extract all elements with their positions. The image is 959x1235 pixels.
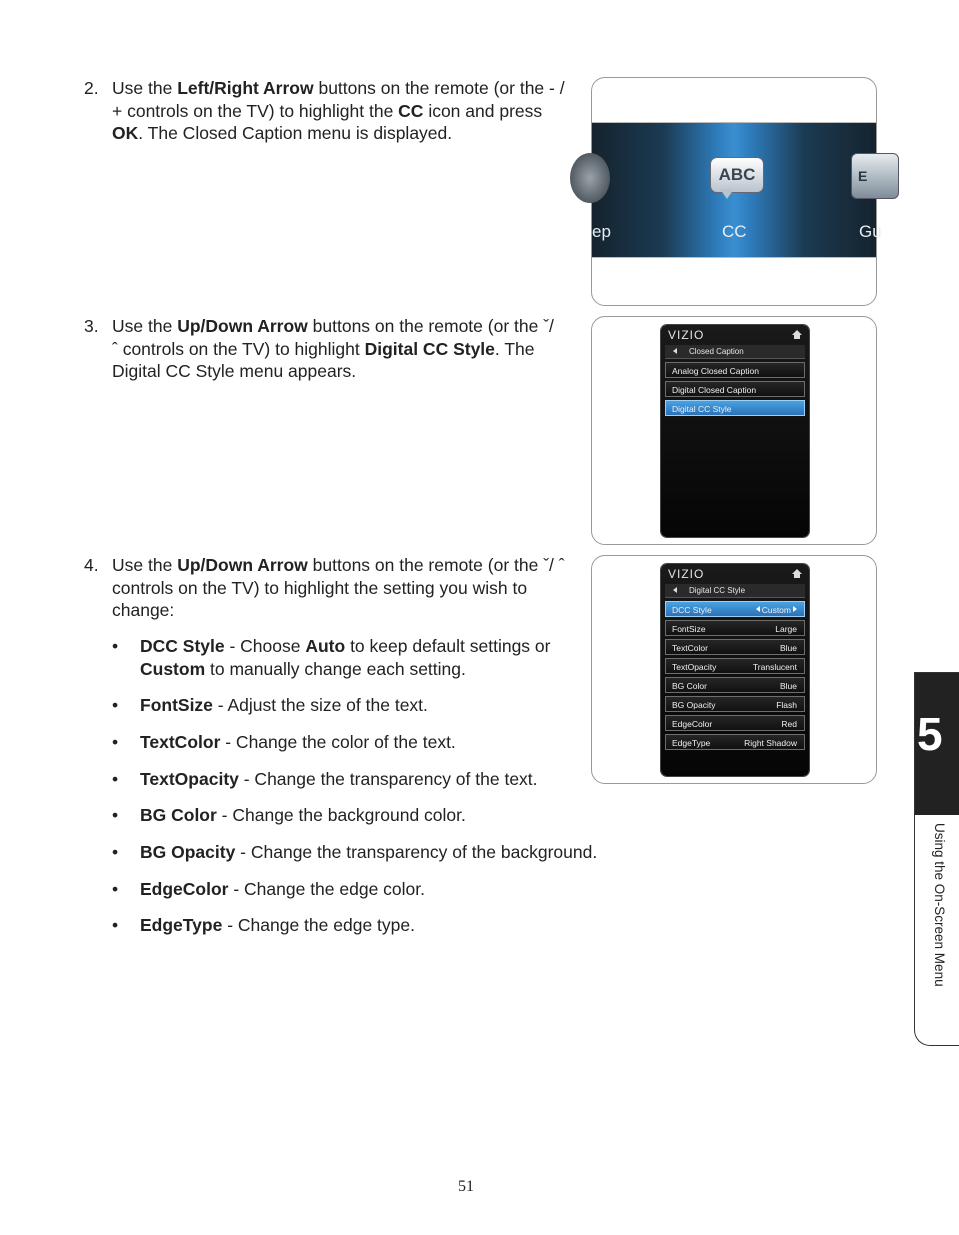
page-number: 51 [458,1178,474,1195]
list-item [112,914,652,937]
icon-strip [592,122,882,258]
row-value: Translucent [752,662,797,672]
menu-item-digital-cc [665,381,805,397]
row-label: BG Color [672,681,707,691]
text: Use the [112,555,178,575]
row-value: Blue [779,681,797,691]
text: - Change the transparency of the background. [235,841,598,862]
bullet: • [112,878,119,899]
step-number: 4. [84,555,99,575]
text: - Change the edge color. [228,878,426,899]
menu-title-text: Digital CC Style [689,586,746,595]
text: - Choose [224,636,306,656]
row-value: Red [781,719,797,729]
row-label: BG Opacity [672,700,716,710]
menu-title [665,584,805,598]
menu-item-label: Analog Closed Caption [672,366,759,376]
emphasis: EdgeColor [140,878,229,899]
sleep-timer-icon [570,153,610,203]
list-item [112,768,652,791]
menu-row-edgecolor [665,715,805,731]
emphasis: Digital CC Style [364,338,495,359]
row-value-text: Custom [761,605,791,615]
bullet: • [112,695,119,716]
menu-row-fontsize [665,620,805,636]
menu-header [661,325,809,345]
chapter-title: Using the On-Screen Menu [932,823,947,987]
emphasis: BG Color [140,805,217,826]
row-value: Blue [779,643,797,653]
menu-row-textopacity [665,658,805,674]
bullet: • [112,768,119,789]
text: - Change the edge type. [222,915,415,936]
bullet: • [112,841,119,862]
text: icon and press [423,100,543,121]
menu-row-dcc-style [665,601,805,617]
bullet: • [112,731,119,752]
step-3 [84,315,554,383]
text: . The Closed Caption menu is displayed. [138,123,453,143]
step-4 [84,554,569,622]
list-item [112,804,652,827]
text: - Adjust the size of the text. [212,695,428,716]
text: - Change the background color. [216,805,466,826]
menu-row-bg-opacity [665,696,805,712]
menu-row-bg-color [665,677,805,693]
home-icon [792,569,802,574]
list-item [112,635,565,680]
row-label: EdgeColor [672,719,713,729]
chapter-tab [914,672,959,1046]
row-value: Right Shadow [744,738,797,748]
emphasis: Up/Down Arrow [177,316,308,336]
menu-item-analog-cc [665,362,805,378]
row-label: DCC Style [672,605,712,615]
closed-caption-menu-screenshot [591,316,877,545]
menu-header [661,564,809,584]
emphasis: Up/Down Arrow [177,555,308,575]
text: Use the [112,316,178,336]
step-2 [84,77,574,145]
row-value: Large [775,624,797,634]
step-number: 3. [84,316,99,336]
cc-abc-icon: ABC [710,157,764,193]
emphasis: Custom [140,658,206,679]
cc-icon-screenshot [591,77,882,306]
emphasis: OK [112,123,139,143]
text: - Change the color of the text. [220,731,456,752]
menu-item-label: Digital CC Style [672,404,732,414]
text: . The Digital CC Style menu appears. [112,338,535,381]
menu-item-digital-cc-style [665,400,805,416]
list-item [112,731,652,754]
row-value [756,602,797,618]
chapter-block [915,673,959,815]
text: to manually change each setting. [205,658,466,679]
row-value: Flash [776,700,797,710]
step-text [112,315,554,383]
home-icon [792,330,802,335]
text: buttons on the remote (or the ˇ/ ˆ controls on the TV) to highlight [112,316,554,359]
right-icon-label: Gu [859,222,882,241]
left-icon-label: ep [592,222,611,241]
menu-item-label: Digital Closed Caption [672,385,757,395]
bullet: • [112,805,119,826]
back-arrow-icon [673,348,677,354]
emphasis: FontSize [140,695,213,716]
guide-icon: E [851,153,899,199]
emphasis: TextOpacity [140,768,239,789]
row-label: TextColor [672,643,708,653]
menu-title-text: Closed Caption [689,347,744,356]
step-text [112,77,574,145]
list-item [112,878,652,901]
bullet: • [112,636,119,656]
emphasis: CC [398,100,424,121]
back-arrow-icon [673,587,677,593]
row-label: EdgeType [672,738,711,748]
text: - Change the transparency of the text. [238,768,538,789]
speech-tail-icon [720,189,734,199]
cc-icon-label: CC [722,222,747,241]
left-arrow-icon [756,606,760,612]
emphasis: EdgeType [140,915,223,936]
menu-row-textcolor [665,639,805,655]
text: to keep default settings or [345,636,551,656]
row-label: TextOpacity [672,662,717,672]
right-arrow-icon [793,606,797,612]
text: buttons on the remote (or the - / + controls on the TV) to highlight the [112,78,565,121]
emphasis: Auto [305,636,346,656]
emphasis: TextColor [140,731,221,752]
emphasis: BG Opacity [140,841,236,862]
row-label: FontSize [672,624,706,634]
digital-cc-style-menu-screenshot [591,555,877,784]
tv-menu [661,325,809,537]
vizio-logo: VIZIO [668,328,705,342]
chapter-number: 5 [917,708,943,760]
emphasis: Left/Right Arrow [177,78,314,98]
bullet: • [112,915,119,936]
step-number: 2. [84,78,99,98]
emphasis: DCC Style [140,636,225,656]
text: buttons on the remote (or the ˇ/ ˆ controls on the TV) to highlight the setting you wish to change: [112,555,565,620]
text: Use the [112,78,178,98]
list-item [112,694,652,717]
vizio-logo: VIZIO [668,567,705,581]
menu-title [665,345,805,359]
settings-list [112,635,652,951]
tv-menu [661,564,809,776]
menu-row-edgetype [665,734,805,750]
step-text [112,554,569,622]
list-item [112,841,652,864]
